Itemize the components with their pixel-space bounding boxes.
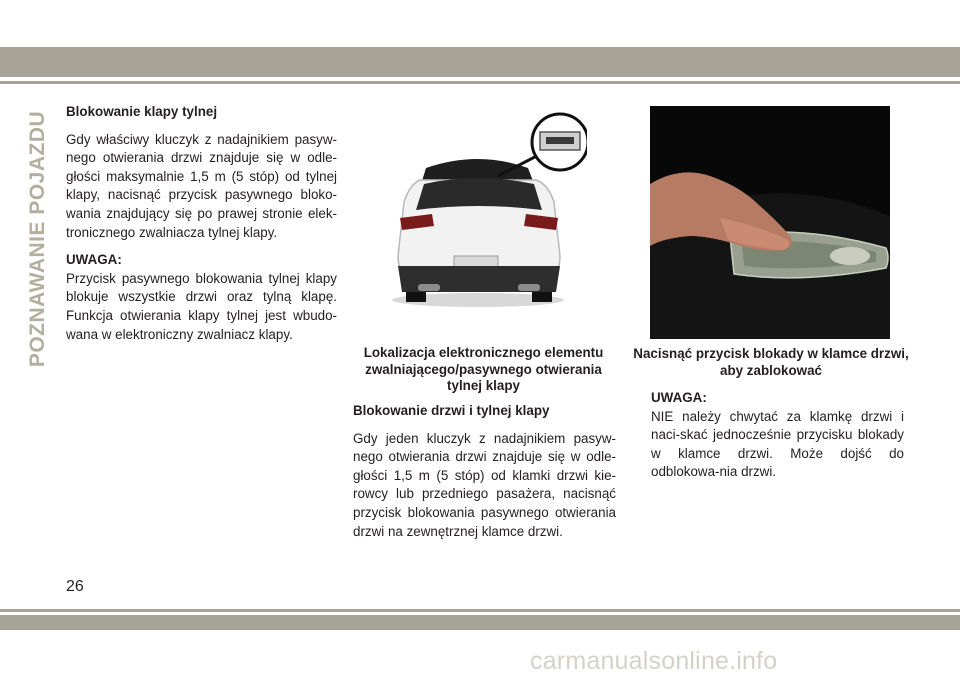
- suv-rear-illustration: [388, 106, 587, 308]
- header-rule: [0, 81, 960, 84]
- note-text: Przycisk pasywnego blokowania tylnej klapy blokuje wszystkie drzwi oraz tylną klapę. Funkcja otwierania klapy tylnej jest wbudo-wana w elektroniczny zwalniacz klapy.: [66, 270, 337, 342]
- column-left: [66, 103, 337, 344]
- section-heading-liftgate: Blokowanie klapy tylnej: [66, 104, 218, 119]
- hand-on-handle-illustration: [650, 106, 890, 339]
- page-number: 26: [66, 578, 84, 595]
- watermark: carmanualsonline.info: [530, 647, 778, 675]
- figure-door-handle-photo: [650, 106, 890, 339]
- note-text: NIE należy chwytać za klamkę drzwi i naci-skać jednocześnie przycisku blokady w klamce drzwi. Może dojść do odblokowa-nia drzwi.: [651, 408, 904, 480]
- column-right: [651, 389, 904, 482]
- header-band: [0, 47, 960, 77]
- note-label: UWAGA:: [651, 390, 707, 405]
- figure-caption-door-handle: Nacisnąć przycisk blokady w klamce drzwi, aby zablokować: [633, 346, 909, 378]
- section-heading-doors: Blokowanie drzwi i tylnej klapy: [353, 403, 550, 418]
- section-tab: [23, 105, 53, 373]
- figure-liftgate-photo: [388, 106, 587, 308]
- body-paragraph: Gdy właściwy kluczyk z nadajnikiem pasyw-nego otwierania drzwi znajduje się w odle-głości maksymalnie 1,5 m (5 stóp) od tylnej klapy, nacisnąć przycisk pasywnego bloko-wania znajdujący się po prawej stronie elek-tronicznego zwalniacza tylnej klapy.: [66, 131, 337, 240]
- section-tab-label: POZNAWANIE POJAZDU: [26, 110, 50, 368]
- figure-caption-liftgate: Lokalizacja elektronicznego elementu zwalniającego/pasywnego otwierania tylnej klapy: [363, 345, 604, 393]
- footer-rule: [0, 609, 960, 612]
- body-paragraph: Gdy jeden kluczyk z nadajnikiem pasyw-nego otwierania drzwi znajduje się w odle-głości 1,5 m (5 stóp) od klamki drzwi kie-rowcy lub przedniego pasażera, nacisnąć przycisk blokowania pasywnego otwierania drzwi na zewnętrznej klamce drzwi.: [353, 430, 616, 539]
- column-middle: [353, 402, 616, 541]
- note-label: UWAGA:: [66, 252, 122, 268]
- footer-band: [0, 615, 960, 630]
